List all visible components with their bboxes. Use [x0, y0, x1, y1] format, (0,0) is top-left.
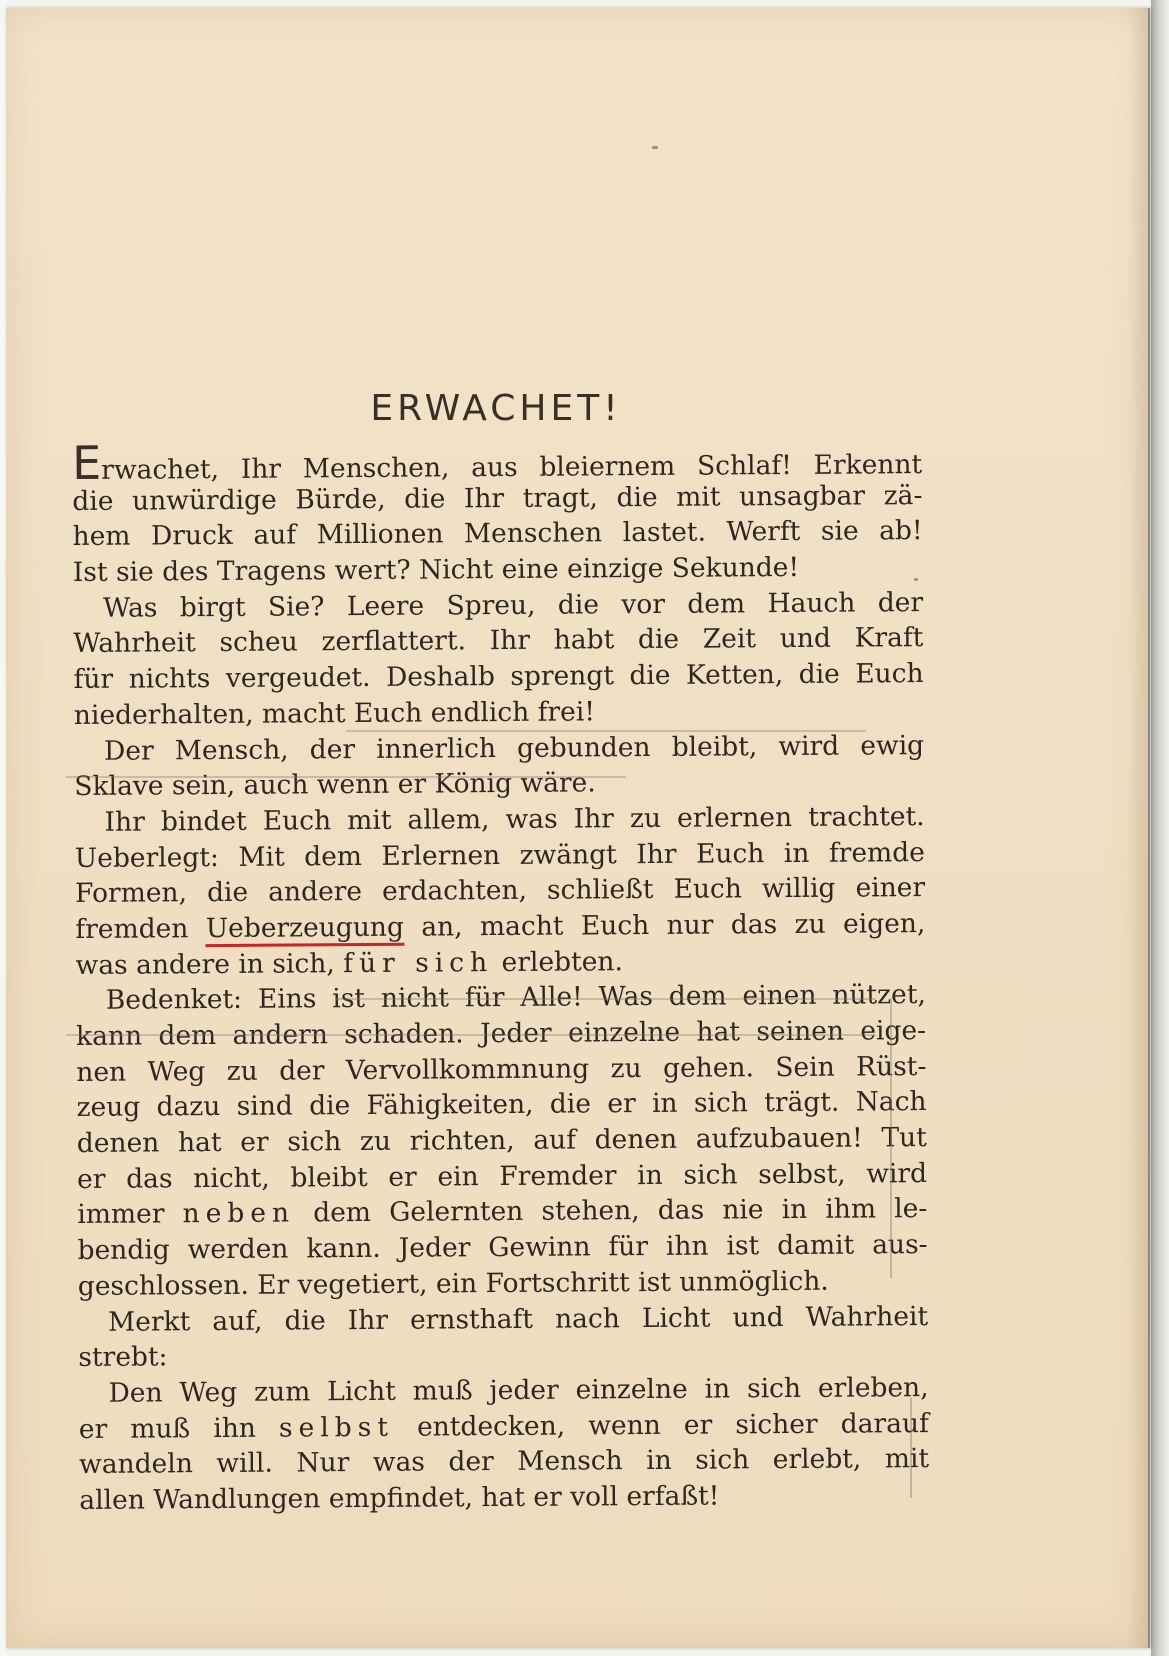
paper-speck: [652, 146, 658, 149]
text-line: zeug dazu sind die Fähigkeiten, die er in sich trägt. Nach: [76, 1086, 927, 1124]
text-line: Ueberlegt: Mit dem Erlernen zwängt Ihr Euch in fremde: [74, 836, 925, 874]
text-line: wandeln will. Nur was der Mensch in sich erlebt, mit: [78, 1443, 930, 1481]
book-page: [6, 8, 1150, 1648]
drop-cap: E: [71, 435, 102, 490]
text-line: für nichts vergeudet. Deshalb sprengt die Ketten, die Euch: [73, 658, 924, 696]
text-line: die unwürdige Bürde, die Ihr tragt, die mit unsagbar zä-: [72, 479, 923, 517]
text-line: er das nicht, bleibt er ein Fremder in sich selbst, wird: [76, 1157, 928, 1195]
text-line: nen Weg zu der Vervollkommnung zu gehen. Sein Rüst-: [76, 1050, 927, 1088]
text-line: Merkt auf, die Ihr ernsthaft nach Licht und Wahrheit: [107, 1300, 929, 1338]
pencil-margin-line: [910, 1398, 912, 1498]
scan-background-right: [1151, 0, 1169, 1656]
text-line: Was birgt Sie? Leere Spreu, die vor dem Hauch der: [103, 586, 924, 624]
text-line: Formen, die andere erdachten, schließt Euch willig einer: [75, 872, 926, 910]
text-line: Der Mensch, der innerlich gebunden bleibt, wird ewig: [104, 729, 925, 767]
pencil-underline: [336, 998, 876, 1000]
text-line: fremden Ueberzeugung an, macht Euch nur das zu eigen,: [75, 906, 925, 948]
emphasized-spaced-text: für sich: [343, 946, 494, 979]
text-line: Ist sie des Tragens wert? Nicht eine einzige Sekunde!: [72, 551, 800, 589]
text-line: Den Weg zum Licht muß jeder einzelne in sich erleben,: [108, 1371, 929, 1409]
emphasized-spaced-text: neben: [182, 1197, 296, 1230]
text-line: was andere in sich, für sich erlebten.: [75, 945, 623, 981]
text-line: denen hat er sich zu richten, auf denen aufzubauen! Tut: [76, 1122, 927, 1160]
text-line: immer neben dem Gelernten stehen, das nie in ihm le-: [77, 1193, 928, 1231]
pencil-margin-line: [890, 998, 892, 1278]
body-text: [71, 435, 930, 1519]
text-line: strebt:: [78, 1341, 168, 1374]
emphasized-spaced-text: selbst: [278, 1411, 395, 1444]
page-spine-shadow: [1128, 8, 1148, 1648]
text-line: geschlossen. Er vegetiert, ein Fortschritt ist unmöglich.: [77, 1265, 829, 1302]
pencil-underline: [346, 730, 866, 732]
text-line: hem Druck auf Millionen Menschen lastet. Werft sie ab!: [72, 515, 923, 553]
text-line: Ihr bindet Euch mit allem, was Ihr zu erlernen trachtet.: [104, 800, 925, 838]
text-line: Erwachet, Ihr Menschen, aus bleiernem Schlaf! Erkennt: [71, 435, 923, 490]
text-line: kann dem andern schaden. Jeder einzelne hat seinen eige-: [76, 1015, 927, 1052]
text-line: Sklave sein, auch wenn er König wäre.: [74, 767, 596, 803]
red-underlined-word: Ueberzeugung: [206, 912, 404, 947]
pencil-underline: [66, 1034, 876, 1036]
text-line: allen Wandlungen empfindet, hat er voll erfaßt!: [79, 1480, 720, 1516]
pencil-underline: [66, 776, 626, 778]
text-line: Wahrheit scheu zerflattert. Ihr habt die Zeit und Kraft: [73, 622, 924, 660]
page-title: ERWACHET!: [370, 388, 622, 429]
text-line: bendig werden kann. Jeder Gewinn für ihn ist damit aus-: [77, 1229, 928, 1267]
text-line: er muß ihn selbst entdecken, wenn er sicher darauf: [78, 1407, 929, 1445]
text-line: Bedenket: Eins ist nicht für Alle! Was dem einen nützet,: [105, 979, 926, 1017]
text-line: niederhalten, macht Euch endlich frei!: [73, 696, 596, 731]
